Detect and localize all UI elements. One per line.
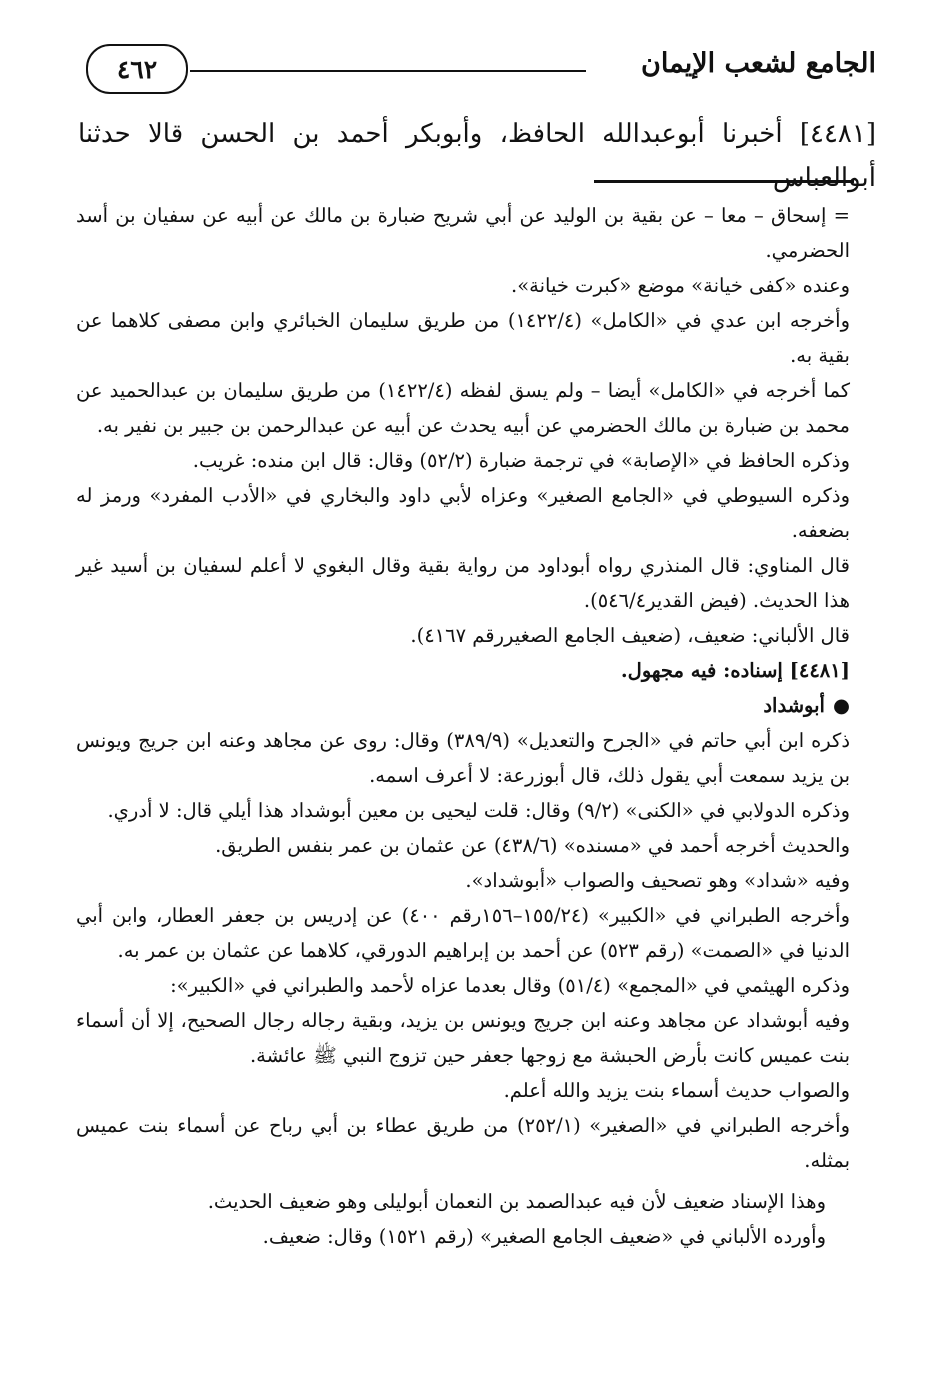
isnad-grade: [٤٤٨١] إسناده: فيه مجهول. xyxy=(620,659,850,682)
footnote-paragraph: وهذا الإسناد ضعيف لأن فيه عبدالصمد بن النعمان أبوليلى وهو ضعيف الحديث. xyxy=(207,1190,826,1213)
footnote-paragraph: وفيه أبوشداد عن مجاهد وعنه ابن جريج ويونس بن يزيد، وبقية رجاله رجال الصحيح، إلا أن أسماء بنت عميس كانت بأرض الحبشة مع زوجها جعفر حين تزوج النبي ﷺ عائشة. xyxy=(76,1009,850,1067)
book-title: الجامع لشعب الإيمان xyxy=(641,48,876,79)
page-number-badge xyxy=(86,44,188,94)
page-number: ٤٦٢ xyxy=(116,54,158,84)
footnote-paragraph: كما أخرجه في «الكامل» أيضا – ولم يسق لفظه (١٤٢٢/٤) من طريق سليمان بن عبدالحميد عن محمد بن ضبارة بن مالك الحضرمي عن أبيه يحدث عن أبيه عن عبدالرحمن بن جبير بن نفير به. xyxy=(76,379,850,437)
page-header xyxy=(72,42,876,104)
footnote-paragraph: وأخرجه الطبراني في «الكبير» (١٥٥/٢٤–١٥٦رقم ٤٠٠) عن إدريس بن جعفر العطار، وابن أبي الدنيا في «الصمت» (رقم ٥٢٣) عن أحمد بن إبراهيم الدورقي، كلاهما عن عثمان بن عمر به. xyxy=(76,904,850,962)
footnote-paragraph: ذكره ابن أبي حاتم في «الجرح والتعديل» (٣٨٩/٩) وقال: روى عن مجاهد وعنه ابن جريج ويونس بن يزيد سمعت أبي يقول ذلك، قال أبوزرعة: لا أعرف اسمه. xyxy=(76,729,851,787)
footnote-paragraph: قال الألباني: ضعيف، (ضعيف الجامع الصغيررقم ٤١٦٧). xyxy=(410,624,850,647)
footnote-paragraph: وعنده «كفى خيانة» موضع «كبرت خيانة». xyxy=(511,274,850,297)
narrator-heading xyxy=(76,688,850,723)
bullet-icon: ● xyxy=(832,694,850,717)
footnote-paragraph: وذكره الهيثمي في «المجمع» (٥١/٤) وقال بعدما عزاه لأحمد والطبراني في «الكبير»: xyxy=(170,974,850,997)
hadith-main-text: [٤٤٨١] أخبرنا أبوعبدالله الحافظ، وأبوبكر أحمد بن الحسن قالا حدثنا أبوالعباس xyxy=(78,119,876,193)
footnotes xyxy=(76,198,850,1254)
footnote-paragraph: وأورده الألباني في «ضعيف الجامع الصغير» (رقم ١٥٢١) وقال: ضعيف. xyxy=(262,1225,826,1248)
footnote-paragraph: والصواب حديث أسماء بنت يزيد والله أعلم. xyxy=(503,1079,850,1102)
footnote-paragraph: وأخرجه ابن عدي في «الكامل» (١٤٢٢/٤) من طريق سليمان الخبائري وابن مصفى كلاهما عن بقية به. xyxy=(76,309,850,367)
header-rule xyxy=(190,70,586,72)
narrator-name: أبوشداد xyxy=(763,694,825,717)
footnote-paragraph: وذكره الدولابي في «الكنى» (٩/٢) وقال: قلت ليحيى بن معين أبوشداد هذا أيلي قال: لا أدري. xyxy=(107,799,850,822)
footnote-paragraph: وأخرجه الطبراني في «الصغير» (٢٥٢/١) من طريق عطاء بن أبي رباح عن أسماء بنت عميس بمثله. xyxy=(76,1114,850,1172)
footnote-paragraph: وذكره السيوطي في «الجامع الصغير» وعزاه لأبي داود والبخاري في «الأدب المفرد» ورمز له بضعفه. xyxy=(76,484,850,542)
footnote-paragraph: = إسحاق – معا – عن بقية بن الوليد عن أبي شريح ضبارة بن مالك عن أبيه عن سفيان بن أسد الحضرمي. xyxy=(76,204,850,262)
footnote-separator xyxy=(594,180,854,183)
footnote-paragraph: وذكره الحافظ في «الإصابة» في ترجمة ضبارة (٥٢/٢) وقال: قال ابن منده: غريب. xyxy=(192,449,850,472)
footnote-paragraph: قال المناوي: قال المنذري رواه أبوداود من رواية بقية وقال البغوي لا أعلم لسفيان بن أسيد غير هذا الحديث. (فيض القدير٥٤٦/٤). xyxy=(76,554,850,612)
footnote-paragraph: وفيه «شداد» وهو تصحيف والصواب «أبوشداد». xyxy=(465,869,850,892)
footnote-paragraph: والحديث أخرجه أحمد في «مسنده» (٤٣٨/٦) عن عثمان بن عمر بنفس الطريق. xyxy=(215,834,850,857)
